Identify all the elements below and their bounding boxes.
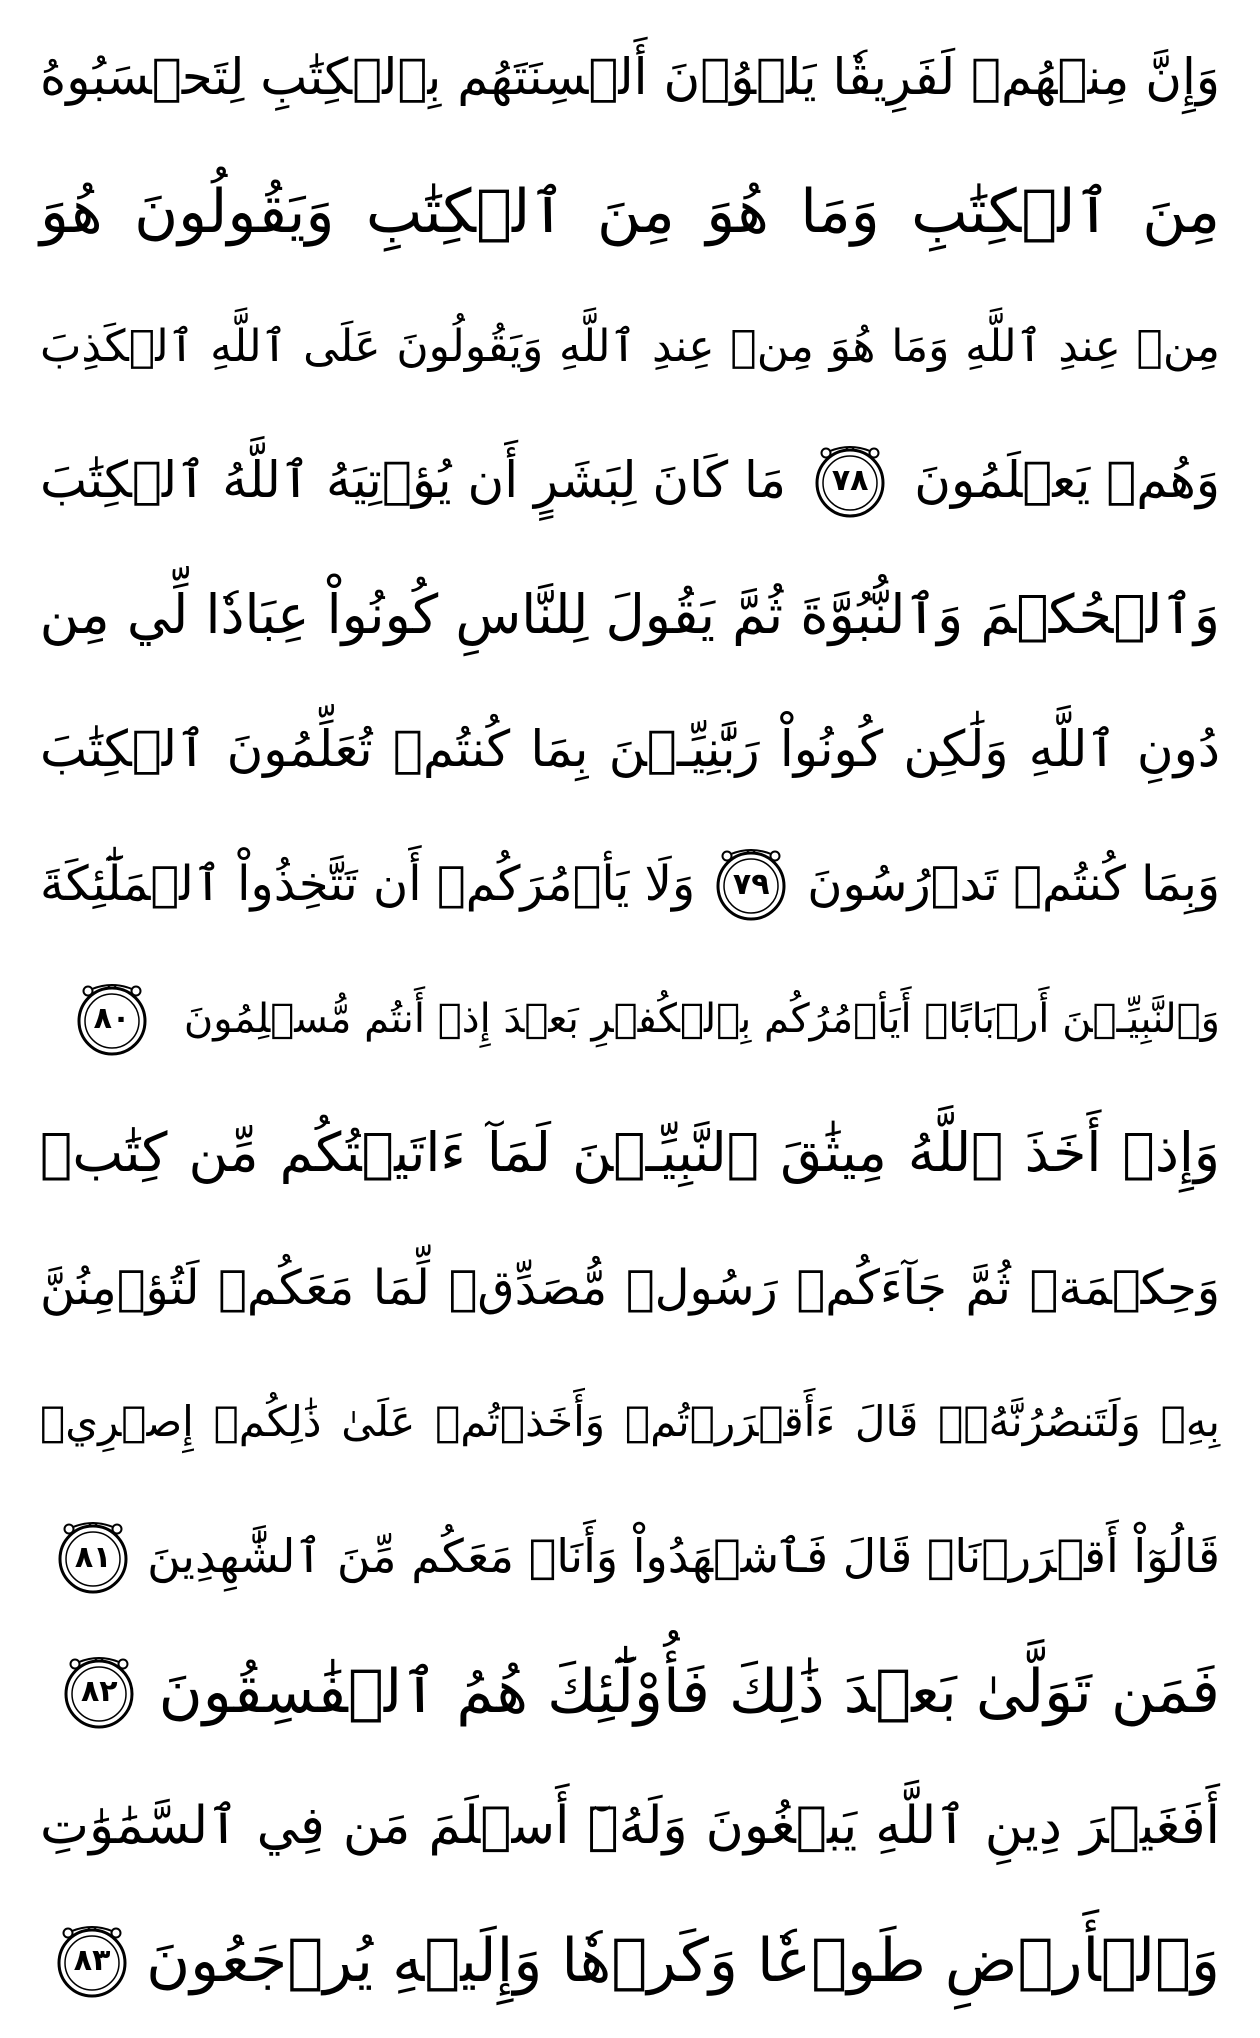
- verse-text: دُونِ ٱللَّهِ وَلَٰكِن كُونُواْ رَبَّٰنِيِّـۧنَ بِمَا كُنتُمۡ تُعَلِّمُونَ ٱلۡكِتَٰبَ: [40, 720, 1220, 779]
- ayah-number: ٧٩: [732, 866, 770, 902]
- verse-line: [40, 691, 1220, 809]
- verse-line: [40, 1633, 1220, 1751]
- ayah-end-marker-icon: [53, 1517, 133, 1597]
- verse-line: [40, 422, 1220, 540]
- verse-text: وَهُمۡ يَعۡلَمُونَ: [914, 451, 1220, 510]
- verse-text: وَإِذۡ أَخَذَ ٱللَّهُ مِيثَٰقَ ٱلنَّبِيِّـۧنَ لَمَآ ءَاتَيۡتُكُم مِّن كِتَٰبٖ: [40, 1121, 1220, 1185]
- ayah-number: ٨٢: [81, 1674, 118, 1710]
- verse-text: وَحِكۡمَةٖ ثُمَّ جَآءَكُمۡ رَسُولٞ مُّصَدِّقٞ لِّمَا مَعَكُمۡ لَتُؤۡمِنُنَّ: [40, 1259, 1220, 1316]
- ayah-number: ٨٠: [93, 1001, 131, 1037]
- ayah-end-marker-icon: [810, 441, 890, 521]
- verse-text: مَا كَانَ لِبَشَرٍ أَن يُؤۡتِيَهُ ٱللَّهُ ٱلۡكِتَٰبَ: [40, 451, 787, 510]
- verse-text: وَٱلنَّبِيِّـۧنَ أَرۡبَابًاۗ أَيَأۡمُرُكُم بِٱلۡكُفۡرِ بَعۡدَ إِذۡ أَنتُم مُّسۡلِمُونَ: [183, 995, 1220, 1042]
- verse-text: وَبِمَا كُنتُمۡ تَدۡرُسُونَ: [807, 856, 1220, 913]
- verse-line: [40, 1364, 1220, 1482]
- verse-line: [40, 1498, 1220, 1616]
- ayah-number: ٨٣: [73, 1943, 111, 1979]
- verse-text: مِنۡ عِندِ ٱللَّهِ وَمَا هُوَ مِنۡ عِندِ ٱللَّهِ وَيَقُولُونَ عَلَى ٱللَّهِ ٱلۡكَذِبَ: [40, 320, 1220, 372]
- verse-text: مِنَ ٱلۡكِتَٰبِ وَمَا هُوَ مِنَ ٱلۡكِتَٰبِ وَيَقُولُونَ هُوَ: [40, 176, 1220, 247]
- verse-text: وَلَا يَأۡمُرَكُمۡ أَن تَتَّخِذُواْ ٱلۡمَلَٰٓئِكَةَ: [40, 856, 696, 913]
- verse-text: وَإِنَّ مِنۡهُمۡ لَفَرِيقٗا يَلۡوُۥنَ أَلۡسِنَتَهُم بِٱلۡكِتَٰبِ لِتَحۡسَبُوهُ: [40, 47, 1220, 106]
- ayah-number: ٨١: [74, 1539, 112, 1575]
- ayah-end-marker-icon: [59, 1652, 139, 1732]
- verse-text: أَفَغَيۡرَ دِينِ ٱللَّهِ يَبۡغُونَ وَلَهُۥٓ أَسۡلَمَ مَن فِي ٱلسَّمَٰوَٰتِ: [40, 1795, 1220, 1856]
- verse-lines: [40, 18, 1220, 2020]
- verse-text: قَالُوٓاْ أَقۡرَرۡنَاۚ قَالَ فَٱشۡهَدُواْ وَأَنَا۠ مَعَكُم مِّنَ ٱلشَّٰهِدِينَ: [147, 1529, 1220, 1584]
- verse-line: [40, 1229, 1220, 1347]
- verse-text: فَمَن تَوَلَّىٰ بَعۡدَ ذَٰلِكَ فَأُوْلَٰٓئِكَ هُمُ ٱلۡفَٰسِقُونَ: [158, 1656, 1220, 1727]
- verse-line: [40, 153, 1220, 271]
- verse-line: [40, 1767, 1220, 1885]
- verse-text: بِهِۦ وَلَتَنصُرُنَّهُۥۚ قَالَ ءَأَقۡرَرۡتُمۡ وَأَخَذۡتُمۡ عَلَىٰ ذَٰلِكُمۡ إِصۡرِيۖ: [40, 1397, 1220, 1447]
- verse-line: [40, 556, 1220, 674]
- ayah-end-marker-icon: [72, 979, 152, 1059]
- ayah-end-marker-icon: [711, 844, 791, 924]
- verse-line: [40, 287, 1220, 405]
- verse-line: [40, 825, 1220, 943]
- ayah-end-marker-icon: [52, 1921, 132, 2001]
- ayah-number: ٧٨: [831, 463, 869, 499]
- verse-line: [40, 1095, 1220, 1213]
- verse-line: [40, 1902, 1220, 2020]
- verse-text: وَٱلۡأَرۡضِ طَوۡعٗا وَكَرۡهٗا وَإِلَيۡهِ يُرۡجَعُونَ: [146, 1925, 1220, 1996]
- verse-text: وَٱلۡحُكۡمَ وَٱلنُّبُوَّةَ ثُمَّ يَقُولَ لِلنَّاسِ كُونُواْ عِبَادٗا لِّي مِن: [39, 583, 1220, 647]
- verse-line: [40, 960, 1220, 1078]
- verse-line: [40, 18, 1220, 136]
